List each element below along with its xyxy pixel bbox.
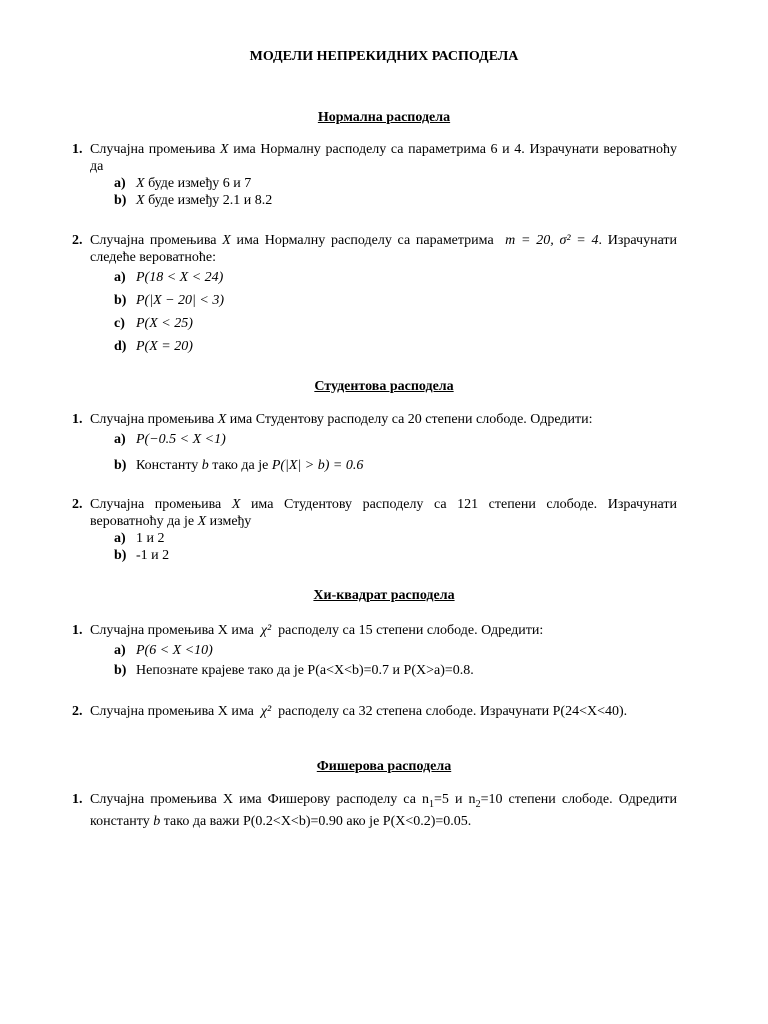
problem-number: 2. bbox=[72, 704, 83, 719]
m-expression: m = 20, bbox=[505, 233, 554, 248]
problem-number: 1. bbox=[72, 142, 83, 157]
subitem-a: a) X буде између 6 и 7 bbox=[114, 176, 252, 191]
problem-number: 1. bbox=[72, 792, 83, 807]
normal-problem-1 bbox=[72, 141, 677, 209]
chi-symbol: χ² bbox=[260, 704, 272, 719]
problem-stem: Случајна промењива X има Студентову расподелу са 20 степени слободе. Одредити: bbox=[90, 412, 593, 427]
problem-stem: Случајна промењива X има χ² расподелу са 15 степени слободе. Одредити: bbox=[90, 623, 544, 638]
problem-stem: Случајна промењива X има Студентову расподелу са 121 степени слободе. Израчунати вероватноћу да је X између bbox=[90, 497, 678, 529]
chi-problem-1 bbox=[72, 622, 677, 679]
subitem-b: b) Непознате крајеве тако да је P(a<X<b)=0.7 и P(X>a)=0.8. bbox=[114, 663, 474, 678]
subitem-a: a) P(18 < X < 24) bbox=[114, 270, 224, 285]
subitem-a: a) P(−0.5 < X <1) bbox=[114, 432, 226, 447]
student-problem-2 bbox=[72, 496, 677, 564]
student-problem-1 bbox=[72, 411, 677, 477]
problem-stem: Случајна промењива X има Нормалну расподелу са параметрима 6 и 4. Израчунати вероватноћу да bbox=[90, 142, 677, 174]
problem-stem: Случајна промењива X има χ² расподелу са 32 степена слободе. Израчунати P(24<X<40). bbox=[90, 704, 628, 719]
subitem-b: b) X буде између 2.1 и 8.2 bbox=[114, 193, 273, 208]
chi-problem-2 bbox=[72, 703, 677, 720]
chi-symbol: χ² bbox=[260, 623, 272, 638]
subitems bbox=[114, 428, 677, 477]
subitem-b: b) -1 и 2 bbox=[114, 548, 170, 563]
section-heading-normal: Нормална расподела bbox=[317, 110, 451, 125]
subitems bbox=[114, 175, 677, 209]
subitems bbox=[114, 639, 677, 679]
normal-problem-2 bbox=[72, 232, 677, 358]
subitem-b: b) Константу b тако да је P(|X| > b) = 0.6 bbox=[114, 458, 364, 473]
subitems bbox=[114, 266, 677, 358]
subitem-b: b) P(|X − 20| < 3) bbox=[114, 293, 225, 308]
problem-number: 2. bbox=[72, 497, 83, 512]
subitem-a: a) 1 и 2 bbox=[114, 531, 165, 546]
subitem-a: a) P(6 < X <10) bbox=[114, 643, 213, 658]
section-heading-chi: Хи-квадрат расподела bbox=[313, 588, 455, 603]
section-heading-fisher: Фишерова расподела bbox=[316, 759, 452, 774]
fisher-problem-1 bbox=[72, 791, 677, 830]
page-title: МОДЕЛИ НЕПРЕКИДНИХ РАСПОДЕЛА bbox=[249, 49, 519, 64]
subitems bbox=[114, 530, 677, 564]
problem-stem: Случајна промењива X има Фишерову расподелу са $n_1=5$ и $n_2=10$ степени слободе. Одредити константу b тако да важи P(0.2<X<b)=0.90 ако је P(X<0.2)=0.05. bbox=[90, 792, 677, 829]
section-heading-student: Студентова расподела bbox=[314, 379, 454, 394]
subitem-d: d) P(X = 20) bbox=[114, 339, 193, 354]
problem-stem: Случајна промењива X има Нормалну расподелу са параметрима m = 20, σ² = 4. Израчунати следеће вероватноће: bbox=[90, 233, 678, 265]
problem-number: 1. bbox=[72, 623, 83, 638]
problem-number: 2. bbox=[72, 233, 83, 248]
problem-number: 1. bbox=[72, 412, 83, 427]
subitem-c: c) P(X < 25) bbox=[114, 316, 193, 331]
sigma-expression: σ² = 4 bbox=[559, 233, 599, 248]
